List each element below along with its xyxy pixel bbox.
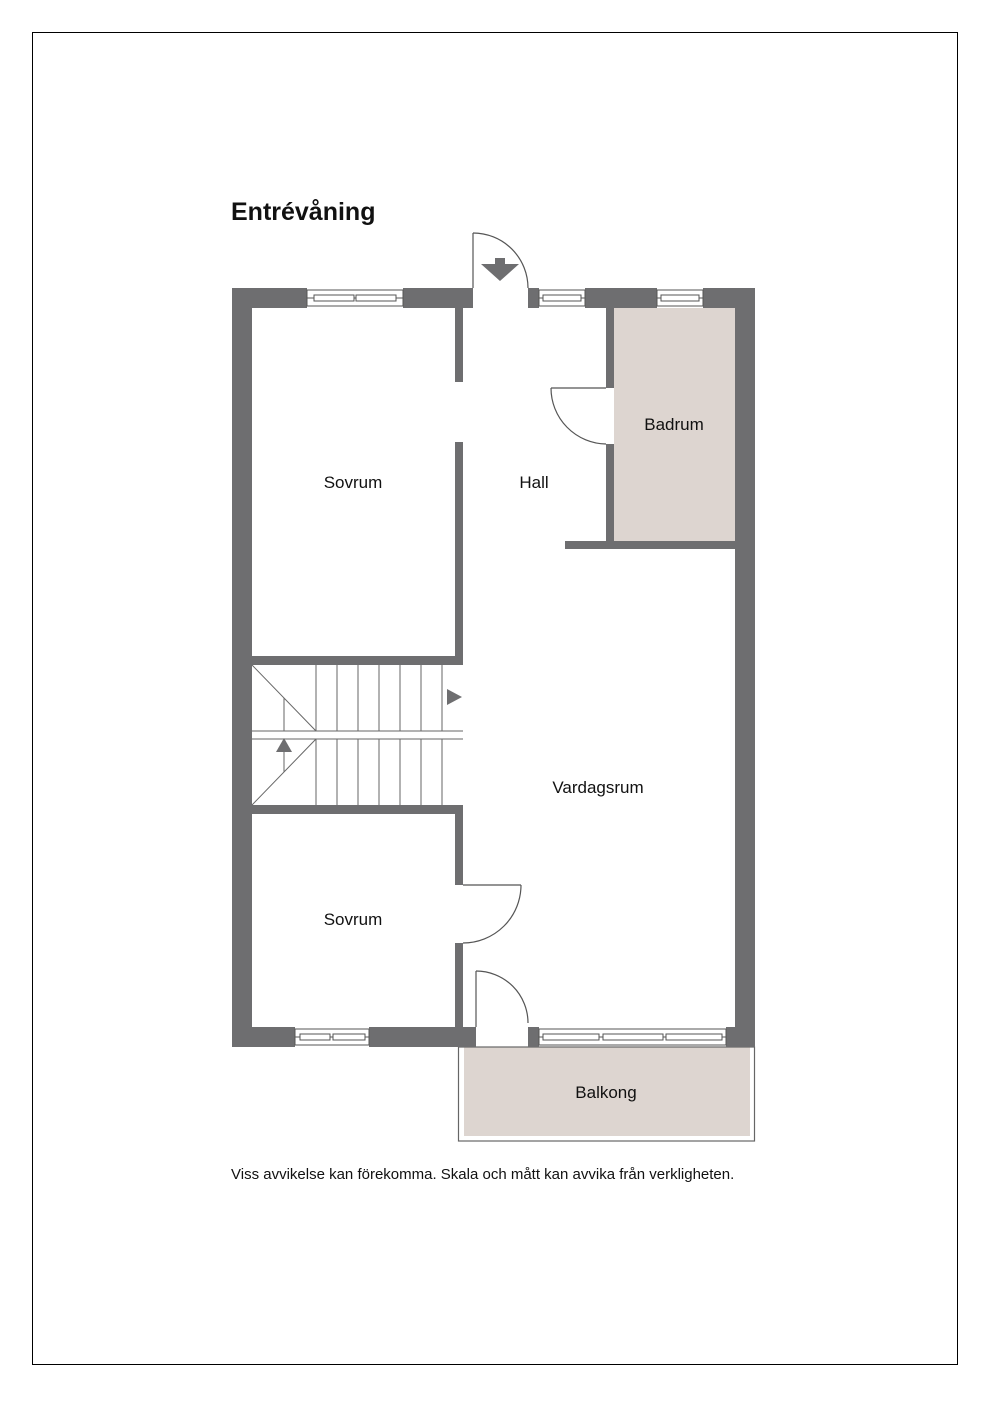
room-label-vardagsrum: Vardagsrum — [552, 778, 644, 797]
room-label-badrum: Badrum — [644, 415, 704, 434]
room-label-sovrum-lower: Sovrum — [323, 910, 383, 929]
room-label-balkong: Balkong — [575, 1083, 637, 1102]
entrance-arrow-icon — [481, 258, 519, 281]
room-label-sovrum-upper: Sovrum — [323, 473, 383, 492]
room-label-hall: Hall — [519, 473, 549, 492]
floor-title: Entrévåning — [231, 198, 376, 226]
stairs — [252, 665, 463, 805]
disclaimer-text: Viss avvikelse kan förekomma. Skala och mått kan avvika från verkligheten. — [231, 1166, 735, 1183]
stair-up-arrow-icon — [276, 738, 292, 752]
doors — [463, 233, 606, 1027]
stair-up-arrow-icon — [447, 689, 462, 705]
